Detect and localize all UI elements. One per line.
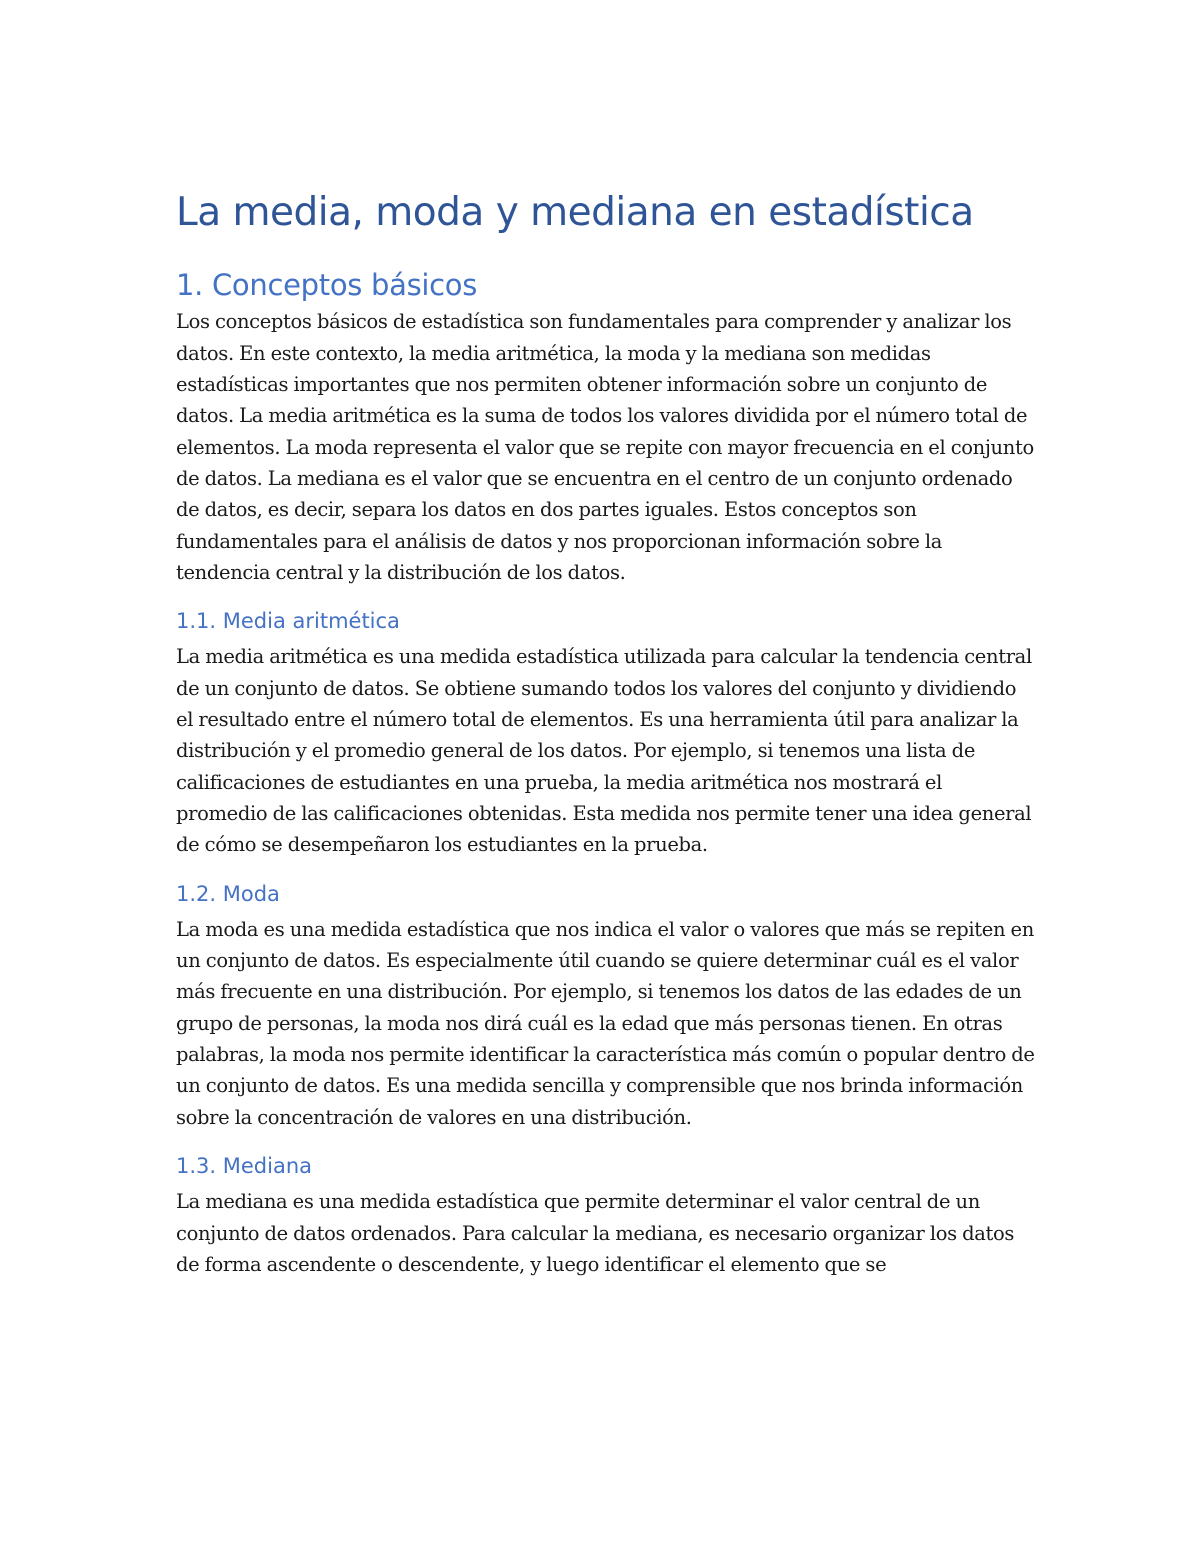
section-paragraph-moda: La moda es una medida estadística que nos indica el valor o valores que más se repiten en un conjunto de datos. Es especialmente útil cuando se quiere determinar cuál es el valor más frecuente en una distribución. Por ejemplo, si tenemos los datos de las edades de un grupo de personas, la moda nos dirá cuál es la edad que más personas tienen. En otras palabras, la moda nos permite identificar la característica más común o popular dentro de un conjunto de datos. Es una medida sencilla y comprensible que nos brinda información sobre la concentración de valores en una distribución.	[176, 917, 1035, 1129]
section-heading-conceptos-basicos: 1. Conceptos básicos	[176, 267, 478, 302]
section-heading-moda: 1.2. Moda	[176, 881, 280, 906]
section-paragraph-media-aritmetica: La media aritmética es una medida estadística utilizada para calcular la tendencia central de un conjunto de datos. Se obtiene sumando todos los valores del conjunto y dividiendo el resultado entre el número total de elementos. Es una herramienta útil para analizar la distribución y el promedio general de los datos. Por ejemplo, si tenemos una lista de calificaciones de estudiantes en una prueba, la media aritmética nos mostrará el promedio de las calificaciones obtenidas. Esta medida nos permite tener una idea general de cómo se desempeñaron los estudiantes en la prueba.	[176, 645, 1032, 857]
section-heading-media-aritmetica: 1.1. Media aritmética	[176, 609, 400, 634]
document-title: La media, moda y mediana en estadística	[176, 190, 974, 235]
section-heading-mediana: 1.3. Mediana	[176, 1153, 312, 1178]
document-content	[176, 190, 1036, 1280]
section-paragraph-mediana: La mediana es una medida estadística que permite determinar el valor central de un conjunto de datos ordenados. Para calcular la mediana, es necesario organizar los datos de forma ascendente o descendente, y luego identificar el elemento que se	[176, 1190, 1015, 1276]
section-paragraph-conceptos-basicos: Los conceptos básicos de estadística son fundamentales para comprender y analizar los datos. En este contexto, la media aritmética, la moda y la mediana son medidas estadísticas importantes que nos permiten obtener información sobre un conjunto de datos. La media aritmética es la suma de todos los valores dividida por el número total de elementos. La moda representa el valor que se repite con mayor frecuencia en el conjunto de datos. La mediana es el valor que se encuentra en el centro de un conjunto ordenado de datos, es decir, separa los datos en dos partes iguales. Estos conceptos son fundamentales para el análisis de datos y nos proporcionan información sobre la tendencia central y la distribución de los datos.	[176, 310, 1034, 584]
